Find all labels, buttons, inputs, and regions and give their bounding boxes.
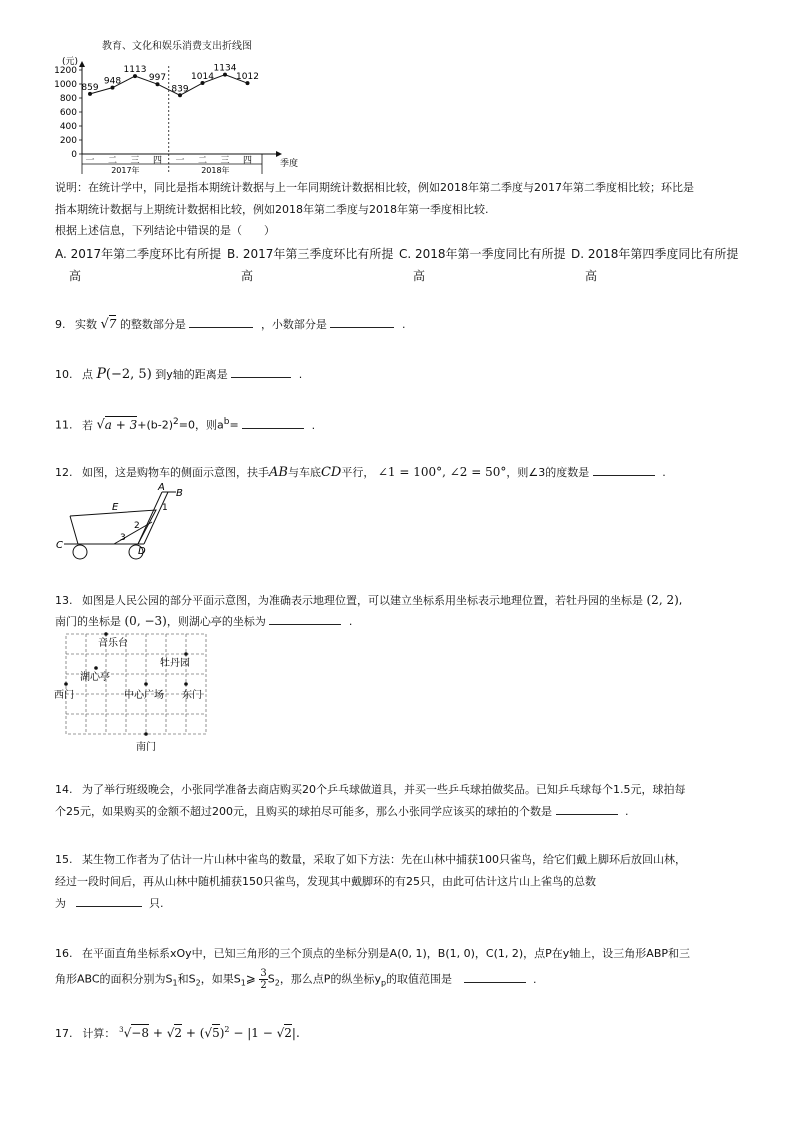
q11-text-3: =0，则a xyxy=(178,418,224,432)
q14-number: 14. xyxy=(55,783,73,796)
quarter-label: 二 xyxy=(197,156,208,166)
q8-option-c[interactable] xyxy=(399,245,569,284)
question-10 xyxy=(55,364,302,385)
line-chart xyxy=(50,50,300,185)
q11-text-1: 若 xyxy=(82,418,93,432)
q8-option-c-line2: 高 xyxy=(413,269,426,283)
y-tick-label: 1200 xyxy=(54,66,77,76)
q8-option-c-line1: C. 2018年第一季度同比有所提 xyxy=(399,247,566,261)
map-label-mudanyuan: 牡丹园 xyxy=(160,658,190,669)
map-label-yinyuetai: 音乐台 xyxy=(98,638,128,649)
y-tick-label: 200 xyxy=(59,136,77,146)
q15-number: 15. xyxy=(55,853,73,866)
question-17 xyxy=(55,1020,300,1044)
q10-text-2: 到y轴的距离是 xyxy=(155,368,228,381)
sqrt-icon: √ xyxy=(204,1026,213,1040)
cart-label-e: E xyxy=(112,502,119,513)
sqrt-icon: √ xyxy=(100,317,109,332)
q17-text-1: 计算： xyxy=(82,1027,116,1040)
q17-plus-1: + xyxy=(152,1026,163,1040)
quarter-label: 四 xyxy=(152,156,163,166)
data-label: 997 xyxy=(148,73,167,84)
q10-number: 10. xyxy=(55,368,73,381)
q16-frac-num: 3 xyxy=(260,968,267,979)
question-15-line2: 经过一段时间后，再从山林中随机捕获150只雀鸟，发现其中戴脚环的有25只，由此可估计这片山上雀鸟的总数 xyxy=(55,875,596,888)
q8-option-d-line2: 高 xyxy=(585,269,598,283)
data-label: 859 xyxy=(81,82,99,93)
x-axis-label: 季度 xyxy=(280,159,299,169)
question-16-line1 xyxy=(55,944,690,964)
q11-answer-blank[interactable] xyxy=(242,416,304,429)
data-label: 1012 xyxy=(236,72,259,83)
q17-abs-inner: 1 − xyxy=(251,1026,273,1040)
q17-abs-open: | xyxy=(247,1026,252,1040)
cart-label-2: 2 xyxy=(134,521,140,531)
q13-number: 13. xyxy=(55,594,73,607)
q17-square: 2 xyxy=(224,1025,230,1034)
q12-ab: AB xyxy=(269,465,288,480)
map-label-dongmen: 东门 xyxy=(182,690,202,701)
q8-option-a-line2: 高 xyxy=(69,269,82,283)
cart-label-a: A xyxy=(158,482,165,493)
year-label: 2018年 xyxy=(201,166,230,175)
q12-text-4: ，则∠3的度数是 xyxy=(506,466,590,479)
q11-radicand: a + 3 xyxy=(104,417,138,432)
q8-option-d-line1: D. 2018年第四季度同比有所提 xyxy=(571,247,739,261)
q12-answer-blank[interactable] xyxy=(593,463,655,476)
q13-text-1b: , xyxy=(678,594,683,607)
x-axis-arrow xyxy=(276,151,282,157)
q11-text-2: +(b-2) xyxy=(137,418,174,432)
q15-answer-blank[interactable] xyxy=(76,894,142,907)
q16-fraction xyxy=(259,968,267,991)
year-label: 2017年 xyxy=(111,166,140,175)
q10-text-3: . xyxy=(298,368,303,381)
q12-angles: ∠1 = 100°, ∠2 = 50° xyxy=(377,465,507,479)
q17-minus: − xyxy=(233,1026,244,1040)
q17-end: . xyxy=(295,1026,300,1040)
cart-label-c: C xyxy=(56,540,63,551)
q12-text-3: 平行， xyxy=(341,466,375,479)
q16-number: 16. xyxy=(55,947,73,960)
q12-text-5: . xyxy=(662,466,666,479)
q16-text-3: 和S xyxy=(177,972,196,986)
q15-text-1: 某生物工作者为了估计一片山林中雀鸟的数量，采取了如下方法：先在山林中捕获100只雀鸟，给它们戴上脚环后放回山林， xyxy=(82,853,686,866)
q8-prompt: 根据上述信息，下列结论中错误的是（ ） xyxy=(55,224,275,237)
q17-cube-index: 3 xyxy=(119,1026,124,1034)
sqrt-icon: √ xyxy=(276,1026,285,1040)
q10-coords: (−2, 5) xyxy=(105,367,152,382)
q15-text-3: 为 xyxy=(55,897,66,910)
q10-text-1: 点 xyxy=(82,368,93,381)
sqrt-icon: √ xyxy=(96,417,105,433)
quarter-label: 三 xyxy=(220,156,230,166)
q17-number: 17. xyxy=(55,1027,73,1040)
question-13-line2 xyxy=(55,611,352,632)
map-label-huxinting: 湖心亭 xyxy=(80,672,110,683)
data-label: 1014 xyxy=(191,72,214,83)
q16-answer-blank[interactable] xyxy=(464,970,526,983)
q16-text-4: ，如果S xyxy=(200,972,241,986)
y-tick-label: 0 xyxy=(71,150,77,160)
q15-text-4: 只. xyxy=(149,897,164,910)
y-tick-label: 1000 xyxy=(54,80,77,90)
q17-radicand-2: 2 xyxy=(174,1026,182,1040)
quarter-label: 二 xyxy=(107,156,118,166)
y-tick-label: 400 xyxy=(59,122,77,132)
q13-text-2c: . xyxy=(348,615,353,628)
q13-text-1: 如图是人民公园的部分平面示意图，为准确表示地理位置，可以建立坐标系用坐标表示地理位置，若牡丹园的坐标是 xyxy=(82,594,643,607)
q11-text-4: = xyxy=(229,418,239,432)
q13-text-2: 南门的坐标是 xyxy=(55,615,121,628)
q11-number: 11. xyxy=(55,418,73,432)
q9-text-1: 实数 xyxy=(75,318,97,331)
q9-number: 9. xyxy=(55,318,66,331)
q16-sub-5: p xyxy=(380,978,387,988)
q16-sub-3: 1 xyxy=(240,978,246,988)
y-axis-arrow xyxy=(79,61,85,67)
data-label: 839 xyxy=(171,84,189,95)
cart-label-3: 3 xyxy=(120,533,126,543)
q8-note-line1: 说明：在统计学中，同比是指本期统计数据与上一年同期统计数据相比较，例如2018年第二季度与2017年第二季度相比较；环比是 xyxy=(55,181,694,194)
data-label: 1113 xyxy=(123,65,147,76)
y-tick-label: 600 xyxy=(59,108,77,118)
q17-radicand-5: 5 xyxy=(212,1026,220,1040)
q9-radicand: 7 xyxy=(108,317,117,331)
question-15-line3 xyxy=(55,894,164,914)
q8-option-d[interactable] xyxy=(571,245,761,284)
q16-geq: ⩾ xyxy=(245,971,256,986)
q16-sub-1: 1 xyxy=(172,978,178,988)
cart-label-d: D xyxy=(138,546,146,557)
q9-text-3: ，小数部分是 xyxy=(260,318,327,331)
q16-text-8: . xyxy=(533,972,537,986)
question-11 xyxy=(55,412,315,436)
q8-option-b-line1: B. 2017年第三季度环比有所提 xyxy=(227,247,394,261)
q16-text-1: 在平面直角坐标系xOy中，已知三角形的三个顶点的坐标分别是A(0, 1)，B(1, 0)，C(1, 2)，点P在y轴上，设三角形ABP和三 xyxy=(82,947,690,960)
sqrt-icon: √ xyxy=(166,1026,175,1040)
question-14-line2 xyxy=(55,802,629,822)
q14-answer-blank[interactable] xyxy=(556,802,618,815)
park-map xyxy=(54,632,214,754)
q16-text-6: ，那么点P的纵坐标y xyxy=(279,972,381,986)
q14-text-2: 个25元，如果购买的金额不超过200元，且购买的球拍尽可能多，那么小张同学应该买的球拍的个数是 xyxy=(55,805,552,818)
q11-text-5: . xyxy=(311,418,316,432)
q16-text-7: 的取值范围是 xyxy=(386,972,453,986)
q16-sub-4: 2 xyxy=(274,978,280,988)
q8-option-a-line1: A. 2017年第二季度环比有所提 xyxy=(55,247,222,261)
q8-note-line2: 指本期统计数据与上期统计数据相比较，例如2018年第二季度与2018年第一季度相比较. xyxy=(55,203,489,216)
quarter-label: 四 xyxy=(242,156,253,166)
q11-exponent: 2 xyxy=(173,417,179,427)
q16-text-5: S xyxy=(267,972,275,986)
q17-cube-radicand: −8 xyxy=(131,1026,149,1040)
q9-text-2: 的整数部分是 xyxy=(119,318,186,331)
question-14-line1 xyxy=(55,780,686,800)
q14-text-1: 为了举行班级晚会，小张同学准备去商店购买20个乒乓球做道具，并买一些乒乓球拍做奖品。已知乒乓球每个1.5元，球拍每 xyxy=(82,783,686,796)
q12-cd: CD xyxy=(320,465,342,480)
q12-text-1: 如图，这是购物车的侧面示意图，扶手 xyxy=(82,466,269,479)
quarter-label: 三 xyxy=(130,156,140,166)
quarter-label: 一 xyxy=(85,156,95,166)
y-tick-label: 800 xyxy=(59,94,77,104)
map-label-zhongxin: 中心广场 xyxy=(124,690,164,701)
q13-text-2b: ，则湖心亭的坐标为 xyxy=(166,615,266,628)
q10-answer-blank[interactable] xyxy=(231,365,291,378)
question-16-line2 xyxy=(55,968,537,994)
q17-abs-radicand: 2 xyxy=(284,1026,292,1040)
question-13-line1 xyxy=(55,590,682,611)
sqrt-icon: √ xyxy=(123,1026,132,1040)
q17-paren-close: ) xyxy=(219,1026,225,1040)
shopping-cart-diagram xyxy=(52,480,192,562)
question-15-line1 xyxy=(55,850,686,870)
q12-text-2: 与车底 xyxy=(287,466,321,479)
q8-option-a[interactable] xyxy=(55,245,225,284)
q9-answer-blank-1[interactable] xyxy=(189,315,253,328)
cart-label-b: B xyxy=(176,488,183,499)
quarter-label: 一 xyxy=(175,156,185,166)
chart-title: 教育、文化和娱乐消费支出折线图 xyxy=(102,41,252,52)
q16-sub-2: 2 xyxy=(195,978,201,988)
data-label: 948 xyxy=(103,76,122,87)
data-label: 1134 xyxy=(213,63,237,74)
q17-plus-2: + xyxy=(185,1026,196,1040)
q13-coord-2: (0, −3) xyxy=(124,614,167,628)
y-axis-unit: (元) xyxy=(62,57,79,67)
q11-superscript-b: b xyxy=(223,417,230,427)
q12-number: 12. xyxy=(55,466,73,479)
q9-answer-blank-2[interactable] xyxy=(330,315,394,328)
q16-frac-den: 2 xyxy=(260,980,267,991)
question-9 xyxy=(55,314,405,335)
map-label-nanmen: 南门 xyxy=(136,742,156,753)
q8-option-b-line2: 高 xyxy=(241,269,254,283)
q13-answer-blank[interactable] xyxy=(269,612,341,625)
q8-option-b[interactable] xyxy=(227,245,397,284)
q10-point: P xyxy=(96,366,106,382)
cart-label-1: 1 xyxy=(162,503,168,513)
map-label-ximen: 西门 xyxy=(54,690,74,701)
q17-abs-close: | xyxy=(291,1026,296,1040)
q9-text-4: . xyxy=(401,318,406,331)
q17-paren-open: ( xyxy=(199,1026,205,1040)
q13-coord-1: (2, 2) xyxy=(646,593,679,607)
q16-text-2: 角形ABC的面积分别为S xyxy=(55,972,173,986)
q14-text-3: . xyxy=(625,805,629,818)
